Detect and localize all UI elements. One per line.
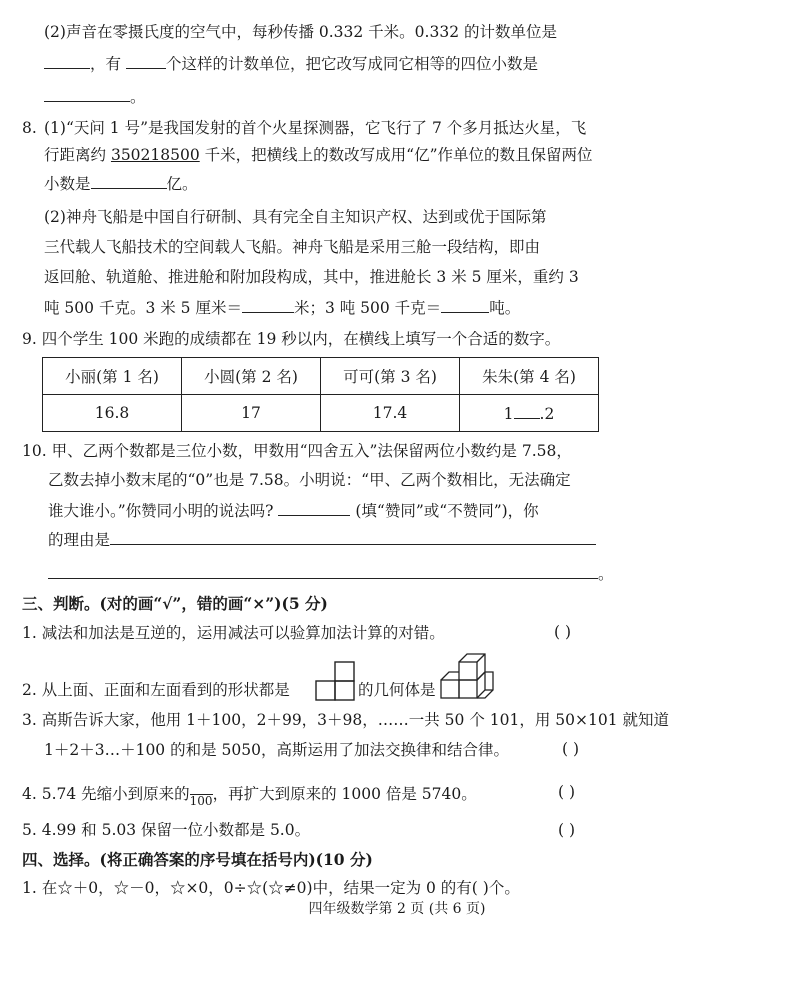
- table-header: 小丽(第 1 名): [43, 358, 182, 395]
- q8-2-line3: 返回舱、轨道舱、推进舱和附加段构成，其中，推进舱长 3 米 5 厘米，重约 3: [44, 268, 579, 286]
- answer-blank[interactable]: [44, 86, 130, 102]
- table-header: 小圆(第 2 名): [182, 358, 321, 395]
- judge-q1: 1. 减法和加法是互逆的，运用减法可以验算加法计算的对错。: [22, 624, 445, 642]
- q8-1-line1: (1)“天问 1 号”是我国发射的首个火星探测器，它飞行了 7 个多月抵达火星，飞: [44, 119, 587, 137]
- q8-2-line1: (2)神舟飞船是中国自行研制、具有完全自主知识产权、达到或优于国际第: [44, 208, 547, 226]
- q8-2-line2: 三代载人飞船技术的空间载人飞船。神舟飞船是采用三舱一段结构，即由: [44, 238, 541, 256]
- page-footer: 四年级数学第 2 页 (共 6 页): [308, 901, 486, 917]
- table-cell: 16.8: [43, 395, 182, 432]
- section3-title: 三、判断。(对的画“√”，错的画“×”)(5 分): [22, 594, 328, 613]
- judge-q2: 2. 从上面、正面和左面看到的形状都是: [22, 681, 290, 699]
- answer-parens[interactable]: ( ): [558, 783, 576, 801]
- judge-q2-tail: 的几何体是: [358, 681, 436, 699]
- answer-blank[interactable]: [242, 297, 294, 313]
- q10-line4: 的理由是: [48, 529, 596, 550]
- answer-blank[interactable]: [44, 53, 90, 69]
- race-results-table: [42, 357, 599, 432]
- q7-2-line3: 。: [44, 86, 146, 107]
- q7-2-line1: (2)声音在零摄氏度的空气中，每秒传播 0.332 千米。0.332 的计数单位是: [44, 23, 557, 41]
- fraction: 100: [190, 783, 213, 807]
- answer-parens[interactable]: ( ): [562, 740, 580, 758]
- q8-2-line4: 吨 500 千克。3 米 5 厘米＝ 米；3 吨 500 千克＝ 吨。: [44, 299, 521, 317]
- answer-blank[interactable]: [91, 173, 167, 189]
- answer-blank[interactable]: [48, 563, 598, 579]
- q10-line2: 乙数去掉小数末尾的“0”也是 7.58。小明说：“甲、乙两个数相比，无法确定: [48, 471, 571, 489]
- judge-q3-line2: 1＋2＋3…＋100 的和是 5050，高斯运用了加法交换律和结合律。: [44, 741, 509, 759]
- table-cell: 17.4: [321, 395, 460, 432]
- table-cell: 1 .2: [460, 395, 599, 432]
- judge-q4: 4. 5.74 先缩小到原来的 100 ，再扩大到原来的 1000 倍是 5740。: [22, 785, 477, 808]
- q8-1-line2: 行距离约 350218500 千米，把横线上的数改写成用“亿”作单位的数且保留两位: [44, 146, 593, 164]
- cube-figure-icon: [440, 652, 496, 702]
- answer-parens[interactable]: ( ): [554, 623, 572, 641]
- q8-1-line3: 小数是 亿。: [44, 175, 198, 193]
- table-cell: 17: [182, 395, 321, 432]
- q8-number: 8.: [22, 119, 37, 137]
- view-shape-icon: [315, 661, 359, 701]
- answer-blank[interactable]: [110, 529, 596, 545]
- answer-blank[interactable]: [126, 53, 166, 69]
- section4-title: 四、选择。(将正确答案的序号填在括号内)(10 分): [22, 850, 373, 869]
- choice-q1: 1. 在☆＋0，☆－0，☆×0，0÷☆(☆≠0)中，结果一定为 0 的有( )个。: [22, 879, 520, 897]
- q10-line5: 。: [48, 563, 614, 584]
- answer-blank[interactable]: [514, 404, 540, 419]
- q7-2-line2: ，有 个这样的计数单位，把它改写成同它相等的四位小数是: [44, 53, 538, 74]
- q10-line3: 谁大谁小。”你赞同小明的说法吗? (填“赞同”或“不赞同”)，你: [48, 502, 539, 520]
- table-row: [43, 358, 599, 395]
- answer-blank[interactable]: [278, 500, 350, 516]
- table-header: 可可(第 3 名): [321, 358, 460, 395]
- table-header: 朱朱(第 4 名): [460, 358, 599, 395]
- answer-blank[interactable]: [441, 297, 489, 313]
- answer-parens[interactable]: ( ): [558, 821, 576, 839]
- judge-q3-line1: 3. 高斯告诉大家，他用 1＋100，2＋99，3＋98，……一共 50 个 101，用 50×101 就知道: [22, 711, 669, 729]
- table-row: [43, 395, 599, 432]
- judge-q5: 5. 4.99 和 5.03 保留一位小数都是 5.0。: [22, 821, 311, 839]
- underlined-number: 350218500: [110, 146, 200, 164]
- q9-text: 9. 四个学生 100 米跑的成绩都在 19 秒以内，在横线上填写一个合适的数字。: [22, 330, 561, 348]
- q10-line1: 10. 甲、乙两个数都是三位小数，甲数用“四舍五入”法保留两位小数约是 7.58，: [22, 442, 572, 460]
